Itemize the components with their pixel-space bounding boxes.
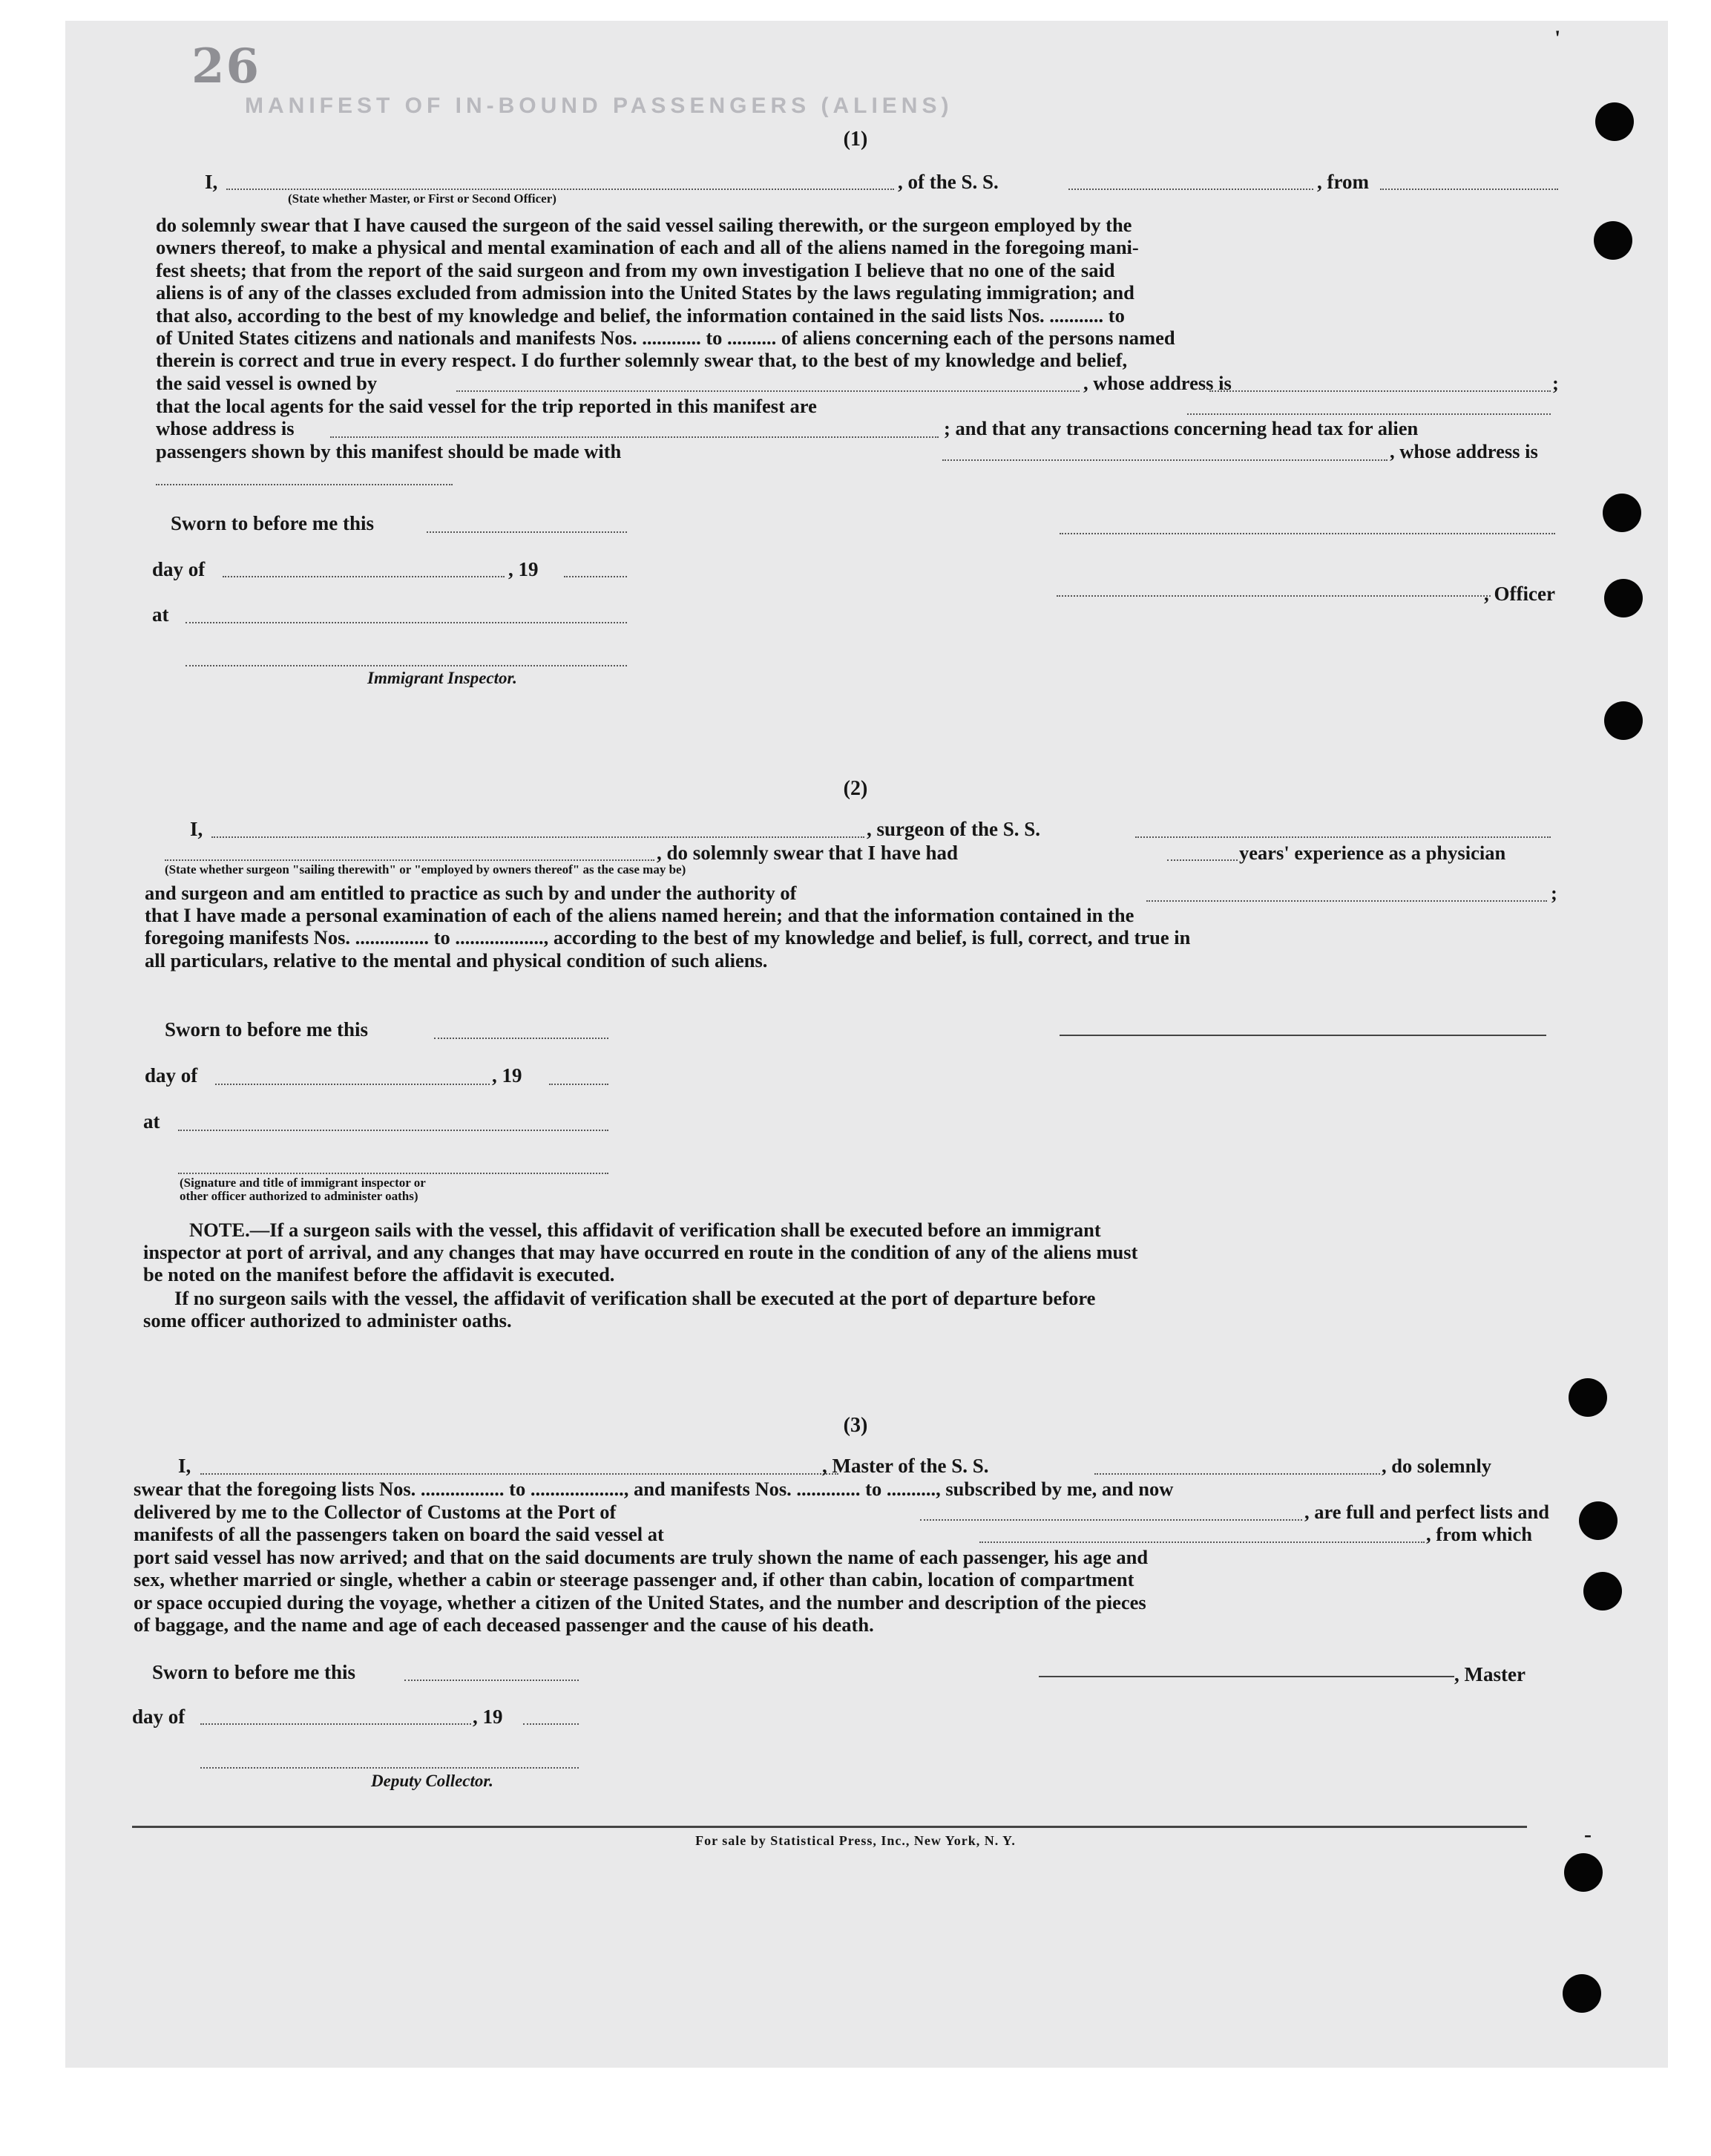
sec1-para-line: owners thereof, to make a physical and mental examination of each and all of the aliens named in the foregoing mani- (156, 236, 1139, 258)
sec1-day-of-field[interactable] (223, 576, 505, 577)
sec3-taken-on-board-label: manifests of all the passengers taken on board the said vessel at (134, 1523, 664, 1545)
sec1-at-label: at (152, 603, 169, 626)
sec1-from-label: , from (1317, 171, 1369, 193)
binder-hole (1579, 1501, 1618, 1540)
sec1-para-line: that also, according to the best of my knowledge and belief, the information contained in the said lists Nos. ........... to (156, 304, 1125, 327)
sec3-master-signature-field[interactable] (1039, 1676, 1454, 1677)
sec2-para-line: that I have made a personal examination of each of the aliens named herein; and that the information contained in the (145, 904, 1134, 926)
sec1-sworn-date-field[interactable] (427, 531, 627, 533)
sec1-para-line: of United States citizens and nationals and manifests Nos. ............ to .......... of aliens concerning each of the persons named (156, 327, 1175, 349)
semicolon: ; (1551, 882, 1557, 904)
section-3-number: (3) (843, 1414, 868, 1437)
sec3-full-perfect-label: , are full and perfect lists and (1304, 1501, 1550, 1523)
footer-rule (132, 1826, 1527, 1828)
sec3-para-line: or space occupied during the voyage, whether a citizen of the United States, and the number and description of the pieces (134, 1591, 1146, 1613)
sec2-i-label: I, (190, 818, 203, 840)
sec3-port-field[interactable] (920, 1519, 1302, 1521)
sec2-surgeon-note: (State whether surgeon "sailing therewith" or "employed by owners thereof" as the case may be) (165, 862, 686, 877)
binder-hole (1604, 701, 1643, 740)
sec2-day-of-field[interactable] (215, 1084, 490, 1085)
sec2-note-line: NOTE.—If a surgeon sails with the vessel, this affidavit of verification shall be executed before an immigrant (189, 1219, 1101, 1241)
sec1-agent-address-field[interactable] (330, 436, 939, 438)
sec2-inspector-signature-field[interactable] (178, 1173, 608, 1174)
sec1-made-with-address-field[interactable] (156, 484, 453, 485)
sec1-vessel-field[interactable] (1068, 189, 1313, 190)
sec1-day-of-label: day of (152, 558, 206, 580)
sec1-officer-signature-field[interactable] (1060, 533, 1555, 534)
sec1-head-tax-label: ; and that any transactions concerning head tax for alien (944, 417, 1419, 439)
section-2-number: (2) (843, 777, 868, 800)
sec2-surgeon-type-field[interactable] (165, 859, 654, 861)
sec1-at-field[interactable] (185, 622, 627, 623)
faint-header-bleed-through: MANIFEST OF IN-BOUND PASSENGERS (ALIENS) (245, 94, 953, 118)
sec3-year-label: , 19 (473, 1706, 503, 1728)
semicolon: ; (1552, 372, 1559, 394)
sec2-note-line: If no surgeon sails with the vessel, the affidavit of verification shall be executed at the port of departure before (174, 1287, 1096, 1309)
sec3-collector-label: delivered by me to the Collector of Customs at the Port of (134, 1501, 617, 1523)
sec2-do-solemnly-label: , do solemnly swear that I have had (657, 842, 959, 864)
sec2-signature-note: (Signature and title of immigrant inspector or (180, 1176, 426, 1190)
sec3-sworn-date-field[interactable] (404, 1680, 579, 1681)
sec2-day-of-label: day of (145, 1064, 198, 1087)
sec3-master-label: , Master (1454, 1663, 1526, 1685)
sec2-years-experience-label: years' experience as a physician (1239, 842, 1506, 864)
sec2-note-line: be noted on the manifest before the affidavit is executed. (143, 1263, 615, 1285)
sec3-vessel-field[interactable] (1094, 1473, 1380, 1475)
sec1-i-label: I, (205, 171, 218, 193)
sec1-para-line: aliens is of any of the classes excluded from admission into the United States by the laws regulating immigration; and (156, 281, 1134, 304)
binder-hole (1594, 221, 1632, 260)
sec2-year-field[interactable] (549, 1084, 608, 1085)
sec2-surgeon-name-field[interactable] (211, 836, 864, 838)
sec1-agent-address-label: whose address is (156, 417, 295, 439)
sec1-year-label: , 19 (508, 558, 539, 580)
sec1-from-field[interactable] (1380, 189, 1558, 190)
sec2-surgeon-of-ss-label: , surgeon of the S. S. (867, 818, 1041, 840)
sec1-made-with-label: passengers shown by this manifest should be made with (156, 440, 622, 462)
sec1-para-line: therein is correct and true in every respect. I do further solemnly swear that, to the best of my knowledge and belief, (156, 349, 1128, 371)
sec3-sworn-label: Sworn to before me this (152, 1661, 355, 1683)
sec3-do-solemnly-label: , do solemnly (1382, 1455, 1491, 1477)
sec3-day-of-field[interactable] (200, 1723, 471, 1725)
sec1-of-ss-label: , of the S. S. (898, 171, 999, 193)
sec2-vessel-field[interactable] (1135, 836, 1551, 838)
sec2-at-field[interactable] (178, 1130, 608, 1131)
section-1-number: (1) (843, 128, 868, 151)
sec1-officer-note: (State whether Master, or First or Second Officer) (288, 191, 556, 206)
sec1-para-line: do solemnly swear that I have caused the surgeon of the said vessel sailing therewith, or the surgeon employed by the (156, 214, 1132, 236)
sec1-agents-field[interactable] (1187, 413, 1551, 415)
sec2-years-field[interactable] (1167, 859, 1238, 861)
binder-hole (1569, 1378, 1607, 1417)
sec3-year-field[interactable] (523, 1723, 579, 1725)
sec3-para-line: of baggage, and the name and age of each deceased passenger and the cause of his death. (134, 1613, 874, 1636)
sec3-master-of-ss-label: , Master of the S. S. (822, 1455, 989, 1477)
sec3-from-which-label: , from which (1426, 1523, 1533, 1545)
sec1-inspector-title: Immigrant Inspector. (367, 669, 517, 687)
sec3-para-line: swear that the foregoing lists Nos. ................. to ..................., and manifests Nos. ............. to .........., subscribed by me, and now (134, 1478, 1174, 1500)
binder-hole (1604, 579, 1643, 617)
sec2-authority-label: and surgeon and am entitled to practice as such by and under the authority of (145, 882, 797, 904)
bleed-mark: ' (1554, 26, 1561, 50)
sec1-officer-title-field[interactable] (1057, 595, 1491, 597)
sec1-agents-label: that the local agents for the said vessel for the trip reported in this manifest are (156, 395, 817, 417)
handwritten-page-number: 26 (191, 39, 261, 94)
sec1-officer-label: , Officer (1484, 583, 1555, 605)
sec2-year-label: , 19 (492, 1064, 522, 1087)
sec2-para-line: foregoing manifests Nos. ............... to .................., according to the best of my knowledge and belief, is full, correct, and true in (145, 926, 1191, 948)
sec1-sworn-label: Sworn to before me this (171, 512, 374, 534)
sec1-made-with-field[interactable] (942, 459, 1387, 461)
sec3-collector-signature-field[interactable] (200, 1767, 579, 1769)
sec3-collector-title: Deputy Collector. (371, 1772, 493, 1790)
binder-hole (1603, 494, 1641, 532)
sec1-whose-address-label: , whose address is (1083, 372, 1232, 394)
sec2-at-label: at (143, 1110, 160, 1133)
binder-hole (1564, 1853, 1603, 1892)
sec3-day-of-label: day of (132, 1706, 185, 1728)
sec1-year-field[interactable] (564, 576, 627, 577)
binder-hole (1583, 1572, 1622, 1611)
sec2-signature-note: other officer authorized to administer oaths) (180, 1189, 418, 1203)
sec3-master-name-field[interactable] (200, 1473, 838, 1475)
sec2-authority-field[interactable] (1146, 900, 1547, 902)
sec3-para-line: port said vessel has now arrived; and that on the said documents are truly shown the name of each passenger, his age and (134, 1546, 1149, 1568)
sec3-port-of-embarkation-field[interactable] (979, 1541, 1425, 1543)
sec1-owner-field[interactable] (456, 390, 1080, 392)
sec2-sworn-date-field[interactable] (434, 1038, 608, 1039)
sec2-surgeon-signature-field[interactable] (1060, 1035, 1546, 1036)
sec1-para-line: fest sheets; that from the report of the said surgeon and from my own investigation I believe that no one of the said (156, 259, 1115, 281)
printer-imprint: For sale by Statistical Press, Inc., New York, N. Y. (695, 1833, 1016, 1848)
sec3-para-line: sex, whether married or single, whether a cabin or steerage passenger and, if other than cabin, location of compartment (134, 1568, 1134, 1590)
sec1-whose-address-label-2: , whose address is (1390, 440, 1538, 462)
sec2-sworn-label: Sworn to before me this (165, 1018, 368, 1041)
sec2-note-line: some officer authorized to administer oaths. (143, 1309, 512, 1331)
bleed-mark: - (1584, 1822, 1592, 1847)
sec1-officer-name-field[interactable] (226, 189, 894, 190)
sec2-note-line: inspector at port of arrival, and any changes that may have occurred en route in the condition of any of the aliens must (143, 1241, 1138, 1263)
binder-hole (1563, 1974, 1601, 2013)
sec1-inspector-signature-field[interactable] (185, 665, 627, 666)
sec2-para-line: all particulars, relative to the mental and physical condition of such aliens. (145, 949, 768, 971)
sec1-owned-by-label: the said vessel is owned by (156, 372, 378, 394)
sec3-i-label: I, (178, 1455, 191, 1477)
sec1-owner-address-field[interactable] (1209, 390, 1551, 392)
